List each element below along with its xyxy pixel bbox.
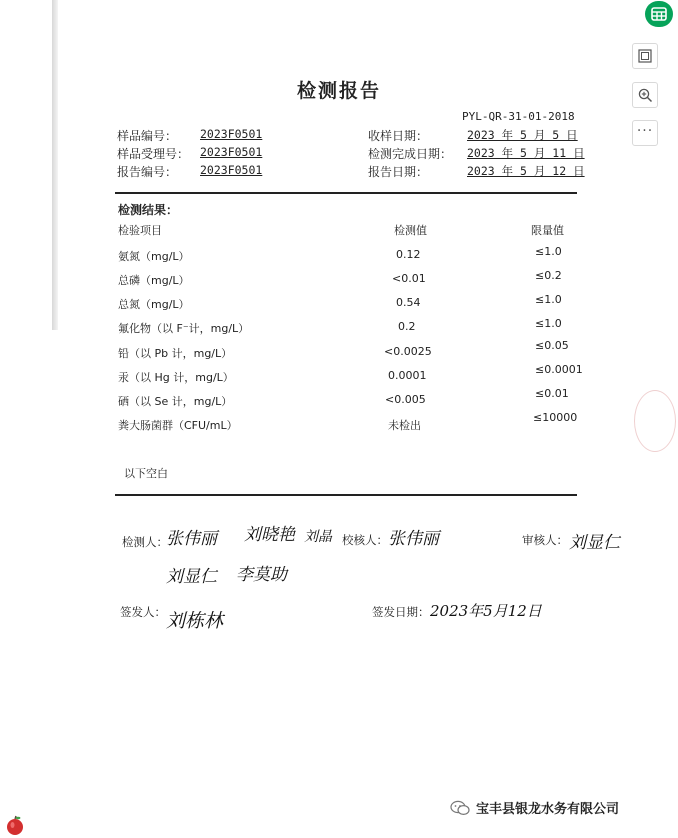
- end-note: 以下空白: [124, 467, 168, 480]
- form-code: PYL-QR-31-01-2018: [462, 110, 575, 123]
- brand-name: 宝丰县银龙水务有限公司: [476, 802, 620, 817]
- row-limit: ≤0.0001: [535, 363, 583, 376]
- row-value: 0.2: [398, 320, 416, 333]
- inspector-signature: 刘晓艳: [244, 525, 295, 545]
- page-edge: [52, 0, 58, 330]
- inspector-signature: 刘显仁: [166, 567, 217, 587]
- row-item: 总磷（mg/L）: [118, 274, 190, 287]
- inspector-label: 检测人：: [122, 535, 168, 549]
- column-limit: 限量值: [531, 224, 564, 237]
- results-heading: 检测结果：: [118, 203, 179, 217]
- inspector-signature: 刘晶: [304, 529, 332, 545]
- receive-date-value: 2023 年 5 月 5 日: [467, 128, 578, 142]
- more-button[interactable]: [632, 120, 658, 146]
- issuer-signature: 刘栋林: [166, 610, 224, 632]
- row-limit: ≤10000: [533, 411, 578, 424]
- row-value: <0.01: [392, 272, 426, 285]
- row-limit: ≤0.05: [535, 339, 569, 352]
- row-value: <0.005: [385, 393, 426, 406]
- row-item: 硒（以 Se 计，mg/L）: [118, 395, 233, 408]
- row-item: 总氮（mg/L）: [118, 298, 190, 311]
- row-value: 未检出: [388, 419, 421, 432]
- issuer-label: 签发人：: [120, 605, 166, 619]
- official-stamp: [634, 390, 676, 452]
- account-brand[interactable]: [450, 798, 619, 817]
- issue-date-signature: 2023年5月12日: [430, 602, 542, 620]
- reviewer-signature: 刘显仁: [569, 533, 620, 553]
- report-date-label: 报告日期：: [368, 165, 429, 179]
- header-divider: [115, 192, 577, 194]
- inspector-signature: 李莫助: [236, 565, 287, 585]
- row-limit: ≤1.0: [535, 293, 562, 306]
- row-limit: ≤0.01: [535, 387, 569, 400]
- inspector-signature: 张伟丽: [166, 529, 217, 549]
- apple-icon: [4, 814, 26, 836]
- row-item: 汞（以 Hg 计，mg/L）: [118, 371, 234, 384]
- row-limit: ≤1.0: [535, 245, 562, 258]
- issue-date-label: 签发日期：: [372, 605, 430, 619]
- image-frame-icon: [638, 49, 652, 63]
- sample-number-value: 2023F0501: [200, 127, 263, 141]
- row-limit: ≤1.0: [535, 317, 562, 330]
- test-complete-date-label: 检测完成日期：: [368, 147, 453, 161]
- row-item: 氨氮（mg/L）: [118, 250, 190, 263]
- report-title: 检测报告: [296, 80, 381, 102]
- row-value: 0.54: [396, 296, 421, 309]
- sample-receipt-label: 样品受理号：: [117, 147, 190, 161]
- wechat-icon: [450, 800, 470, 816]
- sample-receipt-value: 2023F0501: [200, 145, 263, 159]
- grid-icon: [651, 7, 667, 21]
- row-value: 0.12: [396, 248, 421, 261]
- receive-date-label: 收样日期：: [368, 129, 429, 143]
- report-date-value: 2023 年 5 月 12 日: [467, 164, 585, 178]
- column-value: 检测值: [394, 224, 427, 237]
- sample-number-label: 样品编号：: [117, 129, 178, 143]
- row-value: <0.0025: [384, 345, 432, 358]
- results-divider: [115, 494, 577, 496]
- report-number-label: 报告编号：: [117, 165, 178, 179]
- report-number-value: 2023F0501: [200, 163, 263, 177]
- more-icon: ···: [636, 122, 654, 139]
- row-value: 0.0001: [388, 369, 427, 382]
- row-item: 氟化物（以 F⁻计，mg/L）: [118, 322, 250, 335]
- checker-label: 校核人：: [342, 533, 388, 547]
- checker-signature: 张伟丽: [388, 529, 439, 549]
- image-frame-button[interactable]: [632, 43, 658, 69]
- column-item: 检验项目: [118, 224, 162, 237]
- grid-view-button[interactable]: [645, 1, 673, 27]
- row-limit: ≤0.2: [535, 269, 562, 282]
- test-complete-date-value: 2023 年 5 月 11 日: [467, 146, 585, 160]
- row-item: 粪大肠菌群（CFU/mL）: [118, 419, 238, 432]
- row-item: 铅（以 Pb 计，mg/L）: [118, 347, 233, 360]
- reviewer-label: 审核人：: [522, 533, 568, 547]
